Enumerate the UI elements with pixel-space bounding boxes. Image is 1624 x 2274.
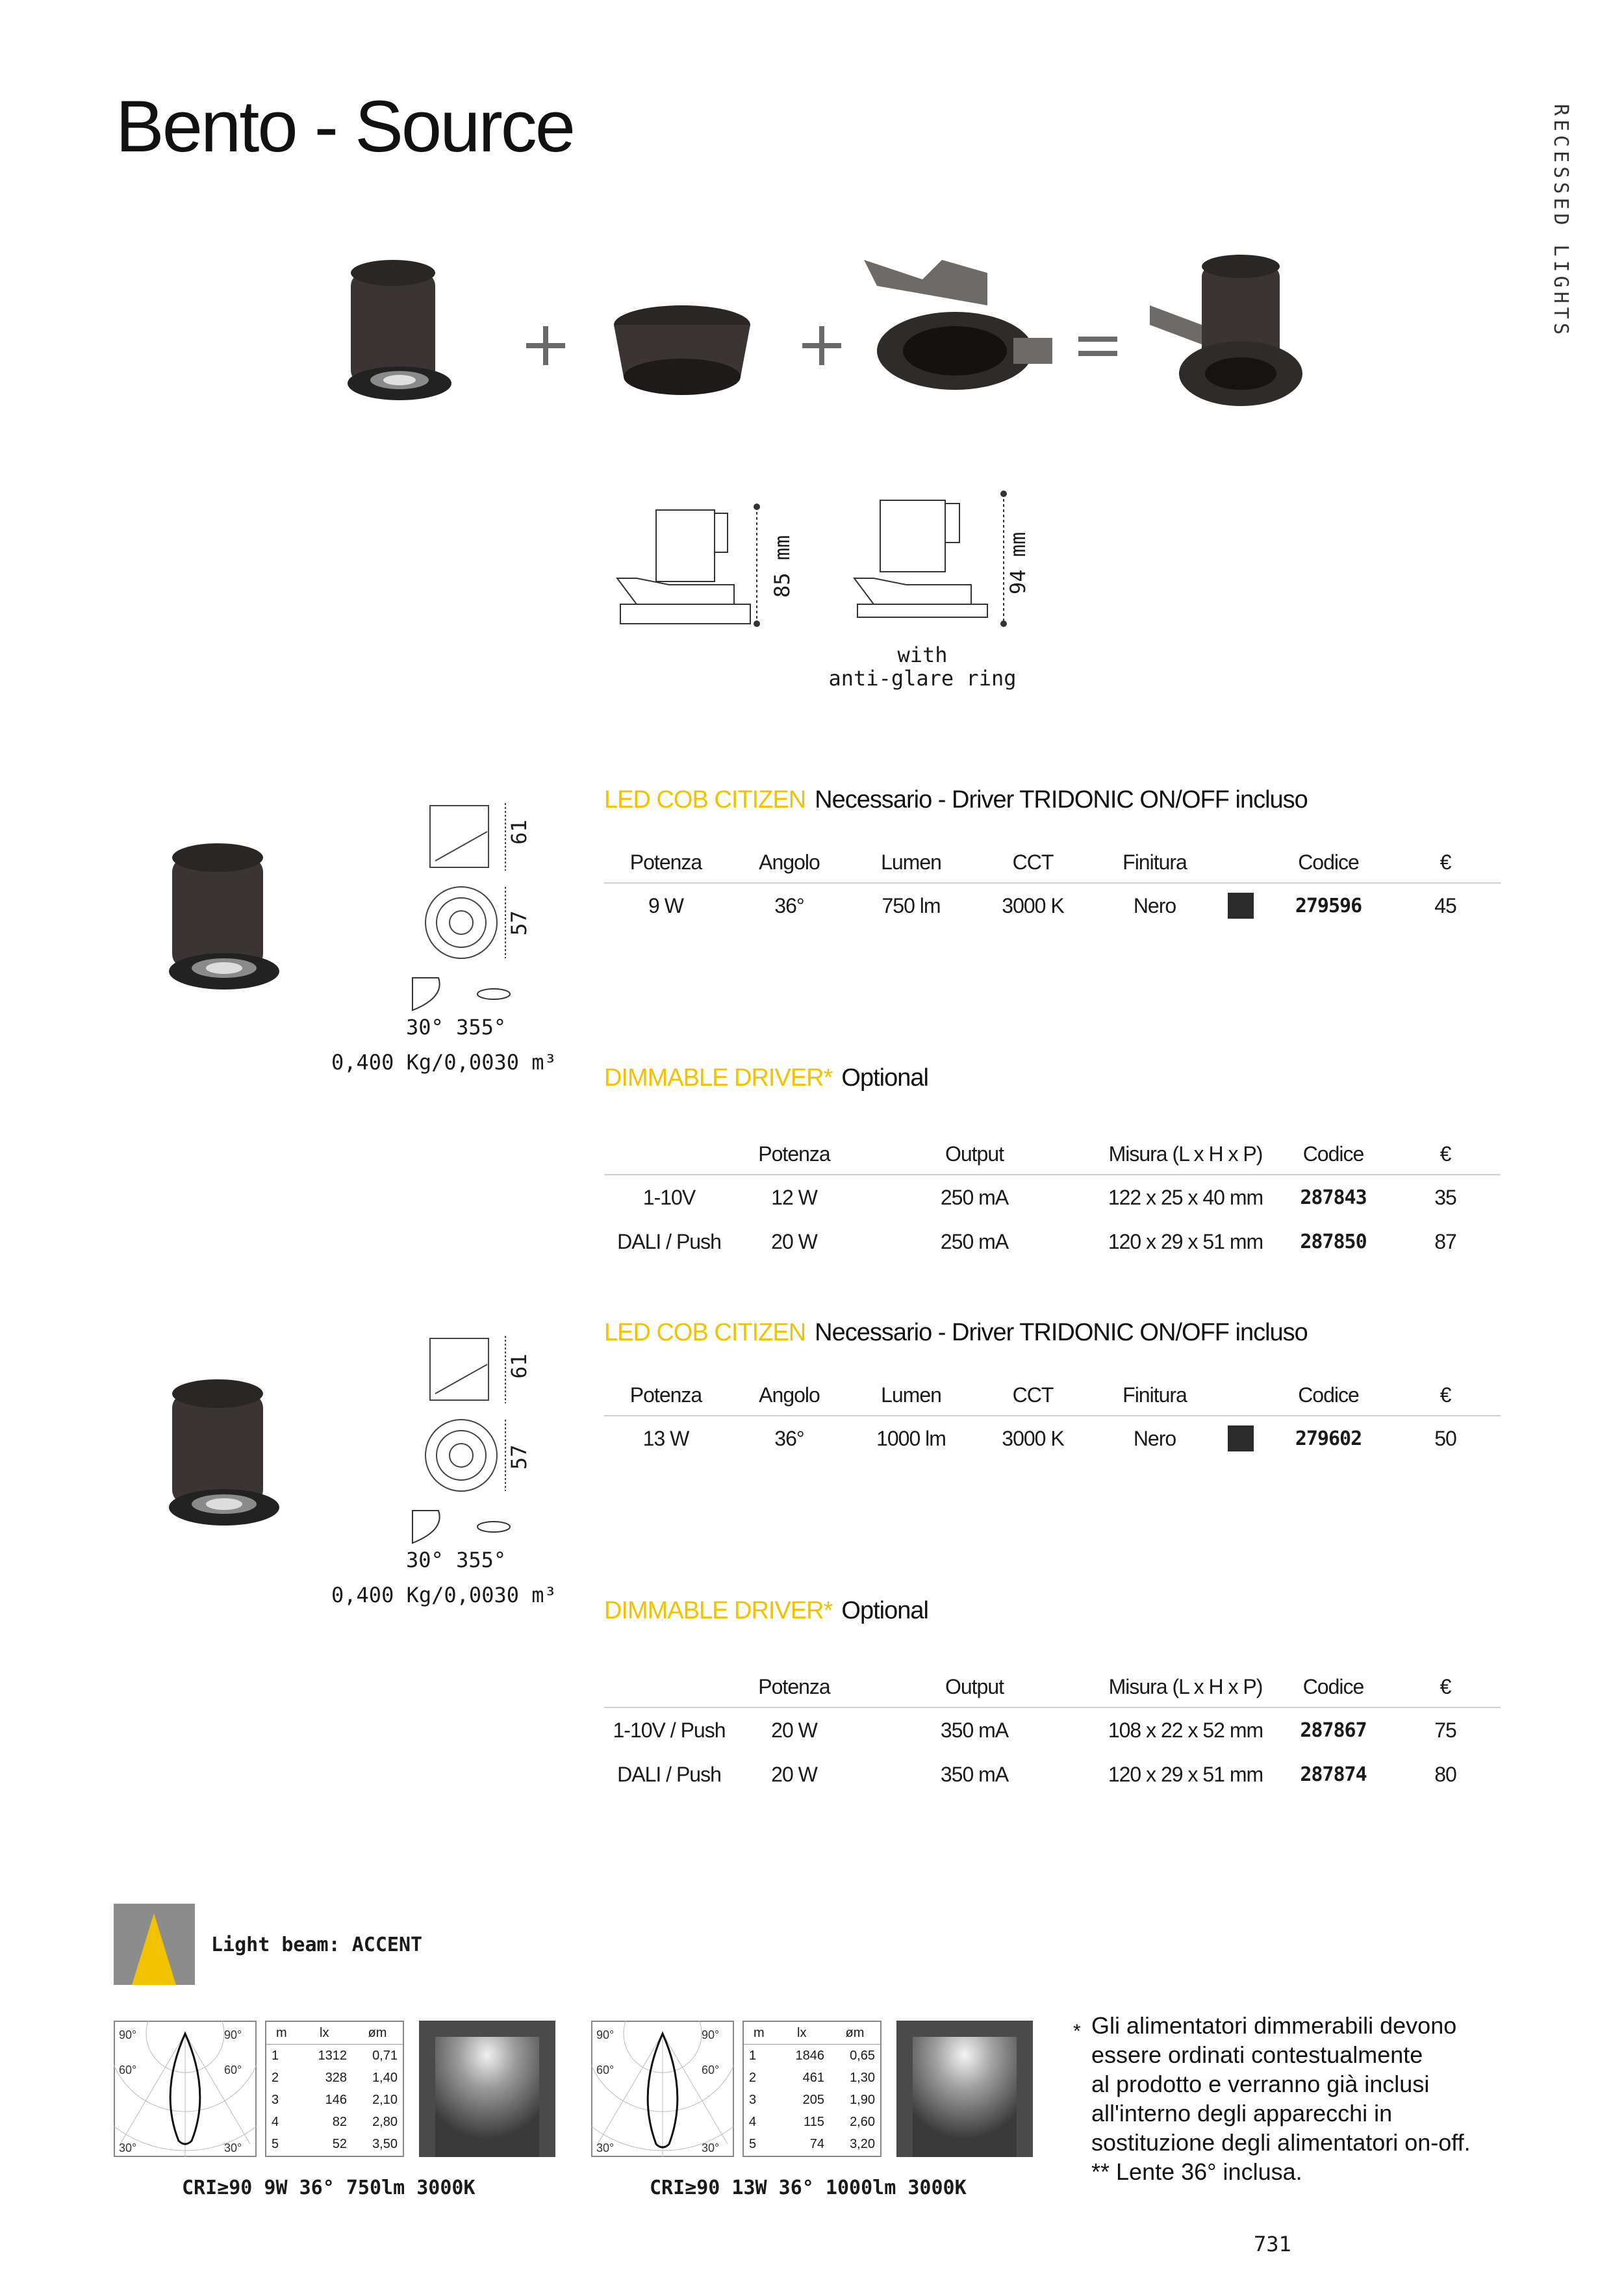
lux-lx: 328	[325, 2070, 347, 2085]
product-2-led-heading	[604, 1319, 1308, 1347]
lux-m: 5	[272, 2137, 279, 2152]
col-cct: CCT	[971, 842, 1095, 883]
angle-30-left: 30°	[119, 2141, 137, 2154]
product-1-driver-note: Optional	[841, 1064, 928, 1092]
lux-row	[266, 2112, 403, 2134]
table-row	[604, 883, 1501, 928]
cell-angolo: 36°	[774, 1426, 804, 1450]
cell-codice: 287850	[1300, 1230, 1367, 1253]
cell-codice: 287874	[1300, 1763, 1367, 1786]
lux-row	[266, 2089, 403, 2111]
footnote-line: al prodotto e verranno già inclusi	[1091, 2071, 1430, 2097]
col-tipo	[604, 1667, 734, 1707]
cell-misura: 120 x 29 x 51 mm	[1108, 1762, 1263, 1786]
cell-misura: 120 x 29 x 51 mm	[1108, 1229, 1263, 1253]
cell-lumen: 1000 lm	[876, 1426, 946, 1450]
lux-diam: 2,60	[850, 2115, 875, 2130]
cell-price: 87	[1434, 1229, 1456, 1253]
col-price: €	[1390, 842, 1501, 883]
lux-lx: 146	[325, 2093, 347, 2108]
product-1-led-heading	[604, 786, 1308, 814]
cell-cct: 3000 K	[1002, 1426, 1064, 1450]
assembled-image	[1150, 255, 1302, 406]
footnote-line: ** Lente 36° inclusa.	[1091, 2158, 1302, 2185]
table-header-row	[604, 1667, 1501, 1707]
col-lumen: Lumen	[851, 842, 971, 883]
cell-tipo: DALI / Push	[617, 1229, 721, 1253]
product-1-led-note: Necessario - Driver TRIDONIC ON/OFF incluso	[815, 786, 1308, 813]
table-row	[604, 1707, 1501, 1752]
col-potenza: Potenza	[604, 1375, 728, 1416]
col-misura: Misura (L x H x P)	[1095, 1667, 1276, 1707]
photometry-1-lux-table	[265, 2021, 404, 2157]
table-row	[604, 1220, 1501, 1264]
lux-lx: 115	[804, 2115, 824, 2130]
product-2-led-note: Necessario - Driver TRIDONIC ON/OFF incluso	[815, 1319, 1308, 1346]
col-price: €	[1390, 1375, 1501, 1416]
col-cct: CCT	[971, 1375, 1095, 1416]
lux-lx: 74	[809, 2137, 824, 2152]
product-1-angles: 30° 355°	[406, 1015, 507, 1040]
anti-glare-line-1: with	[897, 643, 948, 667]
angle-30-right: 30°	[224, 2141, 242, 2154]
product-1-led-label: LED COB CITIZEN	[604, 786, 806, 813]
lux-header	[266, 2021, 403, 2045]
product-2-dim-d: 57	[507, 1444, 531, 1470]
col-price: €	[1390, 1134, 1501, 1175]
table-row	[604, 1752, 1501, 1796]
product-2-driver-label: DIMMABLE DRIVER*	[604, 1597, 833, 1624]
product-1-driver-table	[604, 1134, 1501, 1264]
lux-col-lx: lx	[774, 2021, 830, 2045]
cell-codice: 279602	[1295, 1427, 1362, 1450]
cell-output: 350 mA	[940, 1762, 1009, 1786]
col-tipo	[604, 1134, 734, 1175]
dimension-height-1: 85 mm	[770, 535, 794, 598]
cell-misura: 108 x 22 x 52 mm	[1108, 1718, 1263, 1742]
angle-30-right: 30°	[702, 2141, 720, 2154]
col-potenza: Potenza	[734, 1134, 854, 1175]
col-codice: Codice	[1276, 1667, 1390, 1707]
equals-icon	[1078, 337, 1117, 356]
photometry-2-render	[896, 2021, 1033, 2157]
col-price: €	[1390, 1667, 1501, 1707]
cell-price: 35	[1434, 1185, 1456, 1209]
lux-diam: 0,71	[372, 2048, 398, 2063]
product-1-dim-d: 57	[507, 910, 531, 936]
product-1-weight: 0,400 Kg/0,0030 m³	[331, 1050, 557, 1075]
lux-m: 1	[749, 2048, 757, 2063]
table-row	[604, 1175, 1501, 1220]
col-codice: Codice	[1267, 842, 1390, 883]
angle-90-left: 90°	[596, 2028, 615, 2041]
lux-row	[743, 2067, 881, 2089]
product-2-angle-icons	[409, 1507, 526, 1546]
footnote-line: all'interno degli apparecchi in	[1091, 2100, 1393, 2127]
cell-potenza: 20 W	[771, 1718, 817, 1742]
product-2-angles: 30° 355°	[406, 1548, 507, 1572]
cell-price: 50	[1434, 1426, 1456, 1450]
col-angolo: Angolo	[728, 1375, 851, 1416]
plus-icon	[802, 326, 841, 365]
product-1-dim-h: 61	[507, 819, 531, 845]
product-2-image	[153, 1374, 283, 1543]
cell-potenza: 9 W	[648, 893, 683, 917]
plus-icon	[526, 326, 565, 365]
footnote-line: sostituzione degli alimentatori on-off.	[1091, 2129, 1471, 2156]
cell-price: 80	[1434, 1762, 1456, 1786]
lux-diam: 2,80	[372, 2115, 398, 2130]
col-swatch	[1215, 1375, 1267, 1416]
anti-glare-line-2: anti-glare ring	[828, 666, 1017, 691]
photometry-2-polar	[591, 2021, 734, 2157]
table-header-row	[604, 1134, 1501, 1175]
lux-row	[266, 2045, 403, 2067]
lux-row	[266, 2134, 403, 2156]
lux-col-diam: øm	[830, 2021, 881, 2045]
module-image	[348, 260, 451, 400]
lux-col-diam: øm	[352, 2021, 403, 2045]
product-2-weight: 0,400 Kg/0,0030 m³	[331, 1583, 557, 1607]
lux-diam: 1,30	[850, 2070, 875, 2085]
cell-finitura: Nero	[1133, 893, 1176, 917]
table-header-row	[604, 1375, 1501, 1416]
photometry-1-polar	[114, 2021, 257, 2157]
finish-swatch	[1228, 1425, 1254, 1451]
cell-finitura: Nero	[1133, 1426, 1176, 1450]
product-2-spec-table	[604, 1375, 1501, 1461]
page-title: Bento - Source	[116, 86, 574, 167]
cell-misura: 122 x 25 x 40 mm	[1108, 1185, 1263, 1209]
lux-header	[743, 2021, 881, 2045]
col-misura: Misura (L x H x P)	[1095, 1134, 1276, 1175]
col-potenza: Potenza	[604, 842, 728, 883]
cell-potenza: 12 W	[771, 1185, 817, 1209]
cell-codice: 279596	[1295, 894, 1362, 917]
lux-row	[743, 2045, 881, 2067]
cell-lumen: 750 lm	[882, 893, 941, 917]
col-codice: Codice	[1276, 1134, 1390, 1175]
table-header-row	[604, 842, 1501, 883]
footnote-line: Gli alimentatori dimmerabili devono	[1091, 2012, 1457, 2039]
lux-row	[743, 2089, 881, 2111]
product-1-image	[153, 838, 283, 1007]
col-output: Output	[854, 1134, 1095, 1175]
footnote-line: essere ordinati contestualmente	[1091, 2041, 1423, 2068]
lux-lx: 461	[802, 2070, 824, 2085]
angle-90-right: 90°	[224, 2028, 242, 2041]
cell-output: 250 mA	[940, 1229, 1009, 1253]
cell-cct: 3000 K	[1002, 893, 1064, 917]
lux-m: 4	[749, 2115, 757, 2130]
angle-60-left: 60°	[119, 2063, 137, 2076]
product-2-led-label: LED COB CITIZEN	[604, 1319, 806, 1346]
col-potenza: Potenza	[734, 1667, 854, 1707]
col-lumen: Lumen	[851, 1375, 971, 1416]
footnote-star: *	[1073, 2021, 1081, 2042]
angle-60-left: 60°	[596, 2063, 615, 2076]
light-beam-icon	[114, 1904, 195, 1985]
photometry-2-lux-table	[742, 2021, 882, 2157]
cell-potenza: 20 W	[771, 1762, 817, 1786]
col-swatch	[1215, 842, 1267, 883]
col-output: Output	[854, 1667, 1095, 1707]
category-label: RECESSED LIGHTS	[1549, 104, 1572, 339]
cell-output: 250 mA	[940, 1185, 1009, 1209]
col-codice: Codice	[1267, 1375, 1390, 1416]
finish-swatch	[1228, 893, 1254, 919]
lux-m: 4	[272, 2115, 279, 2130]
dimension-height-2: 94 mm	[1006, 531, 1030, 594]
product-2-driver-heading	[604, 1597, 928, 1625]
cell-codice: 287867	[1300, 1718, 1367, 1742]
product-1-drawings	[422, 799, 520, 975]
lux-col-m: m	[266, 2021, 297, 2045]
lux-row	[743, 2134, 881, 2156]
photometry-1-render	[419, 2021, 555, 2157]
col-finitura: Finitura	[1095, 1375, 1215, 1416]
table-row	[604, 1416, 1501, 1461]
product-2-drawings	[422, 1332, 520, 1507]
lux-row	[266, 2067, 403, 2089]
cell-tipo: 1-10V	[642, 1185, 696, 1209]
lux-diam: 3,20	[850, 2137, 875, 2152]
assembly-illustration	[338, 247, 1312, 429]
cell-angolo: 36°	[774, 893, 804, 917]
lux-lx: 1312	[318, 2048, 347, 2063]
product-1-driver-heading	[604, 1064, 928, 1092]
lux-m: 5	[749, 2137, 757, 2152]
cell-potenza: 13 W	[642, 1426, 689, 1450]
anti-glare-caption	[818, 643, 1026, 690]
col-angolo: Angolo	[728, 842, 851, 883]
lux-lx: 205	[802, 2093, 824, 2108]
angle-60-right: 60°	[224, 2063, 242, 2076]
lux-m: 3	[272, 2093, 279, 2108]
lux-lx: 52	[332, 2137, 347, 2152]
photometry-2-caption: CRI≥90 13W 36° 1000lm 3000K	[650, 2177, 967, 2199]
product-2-driver-table	[604, 1667, 1501, 1796]
lux-col-lx: lx	[297, 2021, 352, 2045]
product-2-dim-h: 61	[507, 1353, 531, 1379]
angle-90-right: 90°	[702, 2028, 720, 2041]
footnote	[1091, 2011, 1546, 2186]
cell-price: 45	[1434, 893, 1456, 917]
col-finitura: Finitura	[1095, 842, 1215, 883]
angle-60-right: 60°	[702, 2063, 720, 2076]
cell-tipo: DALI / Push	[617, 1762, 721, 1786]
cell-output: 350 mA	[940, 1718, 1009, 1742]
cell-swatch	[1215, 1416, 1267, 1461]
lux-m: 1	[272, 2048, 279, 2063]
product-1-angle-icons	[409, 975, 526, 1014]
product-2-driver-note: Optional	[841, 1597, 928, 1624]
page-number: 731	[1254, 2232, 1291, 2256]
angle-30-left: 30°	[596, 2141, 615, 2154]
lux-diam: 0,65	[850, 2048, 875, 2063]
lux-col-m: m	[743, 2021, 774, 2045]
lux-row	[743, 2112, 881, 2134]
cell-potenza: 20 W	[771, 1229, 817, 1253]
angle-90-left: 90°	[119, 2028, 137, 2041]
lux-diam: 2,10	[372, 2093, 398, 2108]
product-1-spec-table	[604, 842, 1501, 928]
lux-m: 2	[272, 2070, 279, 2085]
light-beam-label: Light beam: ACCENT	[211, 1934, 423, 1956]
product-1-driver-label: DIMMABLE DRIVER*	[604, 1064, 833, 1092]
cell-swatch	[1215, 883, 1267, 928]
lux-lx: 82	[332, 2115, 347, 2130]
lux-m: 2	[749, 2070, 757, 2085]
housing-image	[864, 260, 1052, 390]
lux-diam: 1,90	[850, 2093, 875, 2108]
lux-diam: 1,40	[372, 2070, 398, 2085]
lux-m: 3	[749, 2093, 757, 2108]
ring-image	[614, 305, 750, 395]
lux-diam: 3,50	[372, 2137, 398, 2152]
photometry-1-caption: CRI≥90 9W 36° 750lm 3000K	[182, 2177, 476, 2199]
cell-price: 75	[1434, 1718, 1456, 1742]
lux-lx: 1846	[795, 2048, 824, 2063]
cell-tipo: 1-10V / Push	[613, 1718, 726, 1742]
cell-codice: 287843	[1300, 1186, 1367, 1209]
